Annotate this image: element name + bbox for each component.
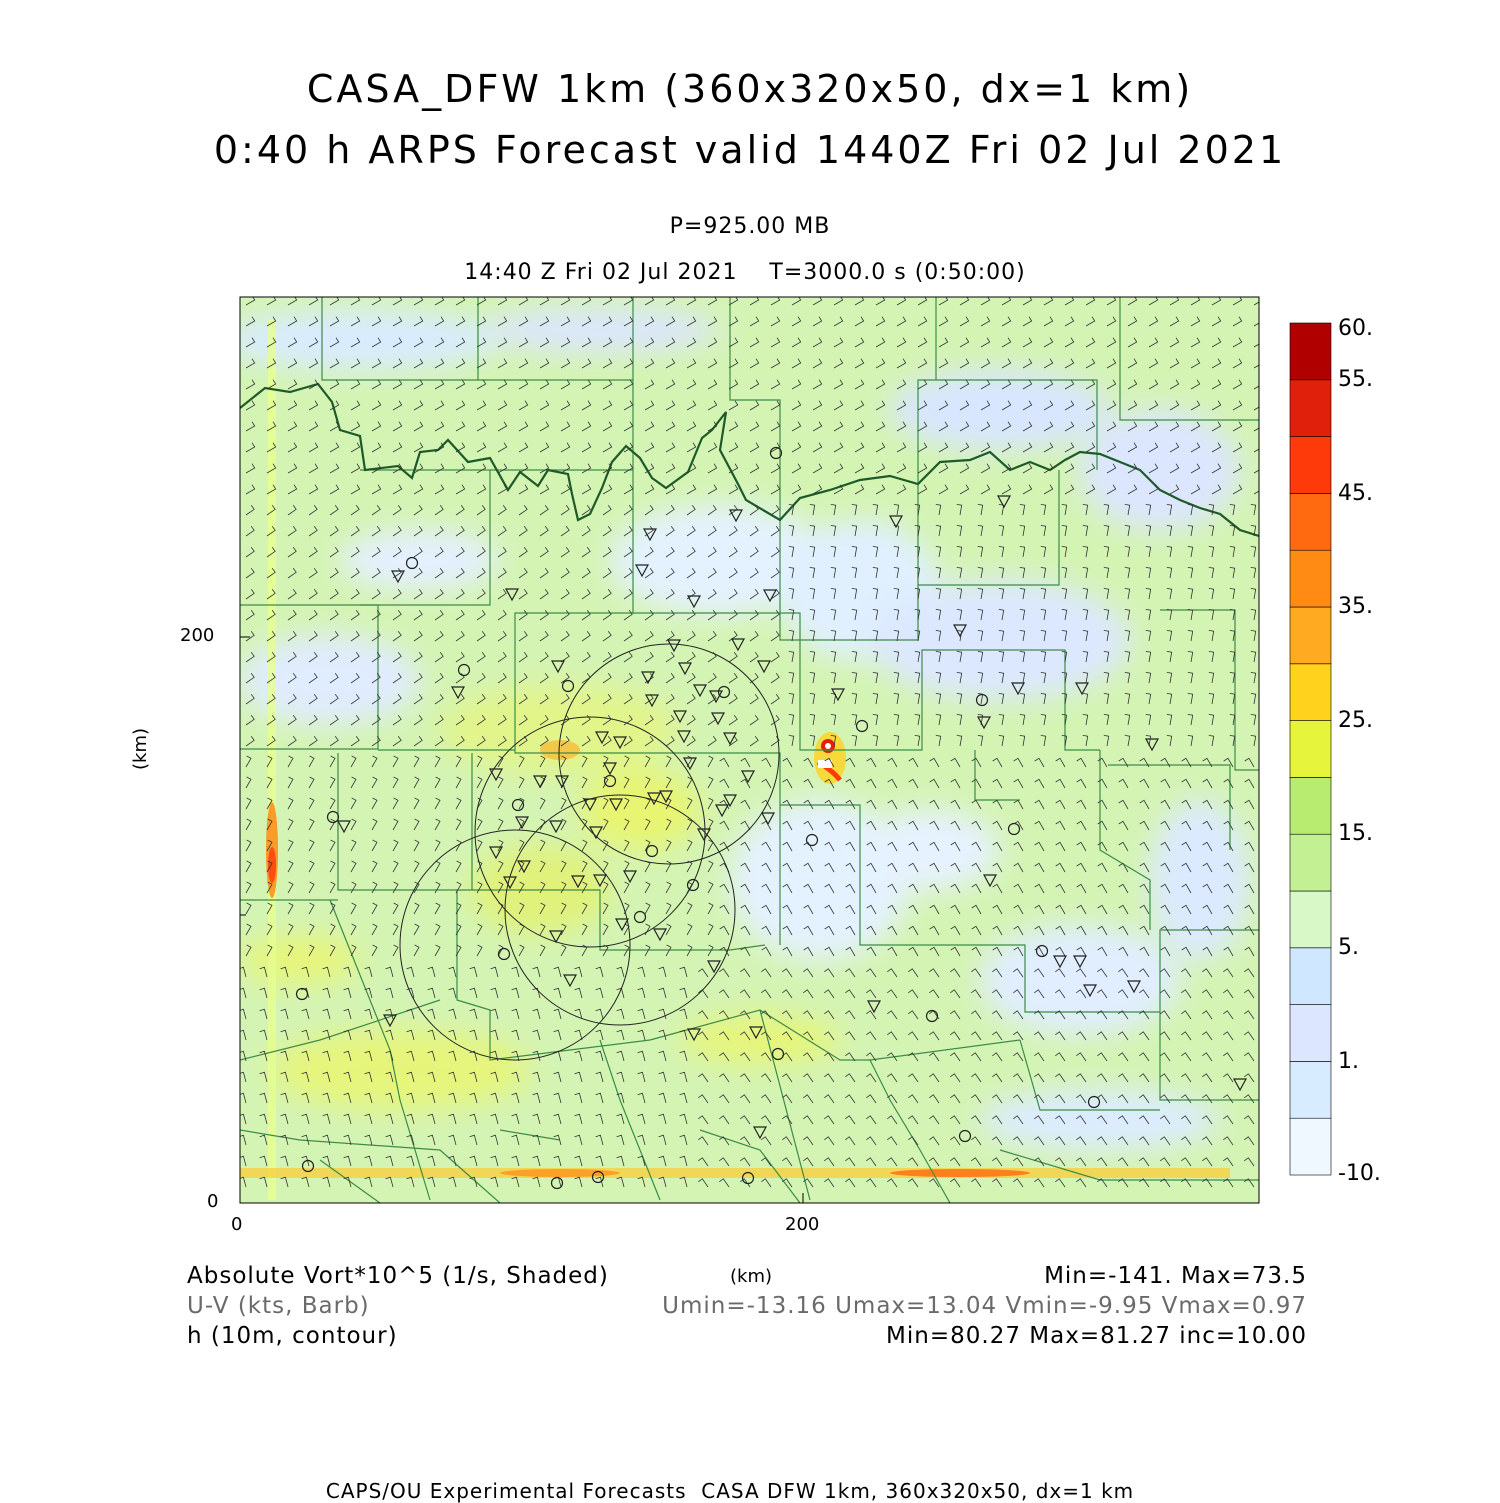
colorbar-bin bbox=[1290, 891, 1331, 948]
legend-stats-wind: Umin=-13.16 Umax=13.04 Vmin=-9.95 Vmax=0.97 bbox=[662, 1293, 1307, 1319]
footer-credit: CAPS/OU Experimental Forecasts CASA DFW 1km, 360x320x50, dx=1 km bbox=[325, 1479, 1135, 1503]
colorbar-bin bbox=[1290, 323, 1331, 380]
time-label: 14:40 Z Fri 02 Jul 2021 T=3000.0 s (0:50:00) bbox=[464, 260, 1026, 285]
colorbar-label-5: 5. bbox=[1338, 935, 1359, 960]
colorbar-bin bbox=[1290, 1118, 1331, 1175]
colorbar-bin bbox=[1290, 380, 1331, 437]
colorbar-bin bbox=[1290, 664, 1331, 721]
colorbar-bin bbox=[1290, 721, 1331, 778]
colorbar-label-55: 55. bbox=[1338, 367, 1373, 392]
colorbar-label-35: 35. bbox=[1338, 594, 1373, 619]
colorbar-bin bbox=[1290, 834, 1331, 891]
colorbar-label-45: 45. bbox=[1338, 481, 1373, 506]
colorbar bbox=[1290, 323, 1331, 1175]
colorbar-label-60: 60. bbox=[1338, 316, 1373, 341]
legend-field-vorticity: Absolute Vort*10^5 (1/s, Shaded) bbox=[187, 1263, 609, 1289]
colorbar-label-15: 15. bbox=[1338, 821, 1373, 846]
colorbar-bin bbox=[1290, 437, 1331, 494]
colorbar-label-25: 25. bbox=[1338, 708, 1373, 733]
colorbar-bin bbox=[1290, 1061, 1331, 1118]
x-axis-label: (km) bbox=[730, 1266, 773, 1287]
colorbar-bin bbox=[1290, 550, 1331, 607]
plot-area bbox=[220, 296, 1263, 1203]
x-tick-0: 0 bbox=[231, 1214, 243, 1235]
colorbar-bin bbox=[1290, 1005, 1331, 1062]
legend-stats-height: Min=80.27 Max=81.27 inc=10.00 bbox=[886, 1323, 1307, 1349]
y-tick-200: 200 bbox=[180, 625, 215, 646]
title-line-1: CASA_DFW 1km (360x320x50, dx=1 km) bbox=[306, 67, 1194, 111]
legend-stats-vorticity: Min=-141. Max=73.5 bbox=[1044, 1263, 1307, 1289]
colorbar-bin bbox=[1290, 493, 1331, 550]
title-line-2: 0:40 h ARPS Forecast valid 1440Z Fri 02 Jul 2021 bbox=[213, 128, 1287, 172]
colorbar-label-neg10: -10. bbox=[1338, 1161, 1381, 1186]
colorbar-bin bbox=[1290, 777, 1331, 834]
y-tick-0: 0 bbox=[207, 1191, 219, 1212]
x-tick-200: 200 bbox=[785, 1214, 820, 1235]
legend-field-wind: U-V (kts, Barb) bbox=[187, 1293, 370, 1319]
pressure-label: P=925.00 MB bbox=[669, 214, 831, 239]
y-axis-label: (km) bbox=[130, 727, 152, 771]
legend-field-height: h (10m, contour) bbox=[187, 1323, 398, 1349]
colorbar-label-1: 1. bbox=[1338, 1049, 1359, 1074]
colorbar-bin bbox=[1290, 607, 1331, 664]
colorbar-bin bbox=[1290, 948, 1331, 1005]
